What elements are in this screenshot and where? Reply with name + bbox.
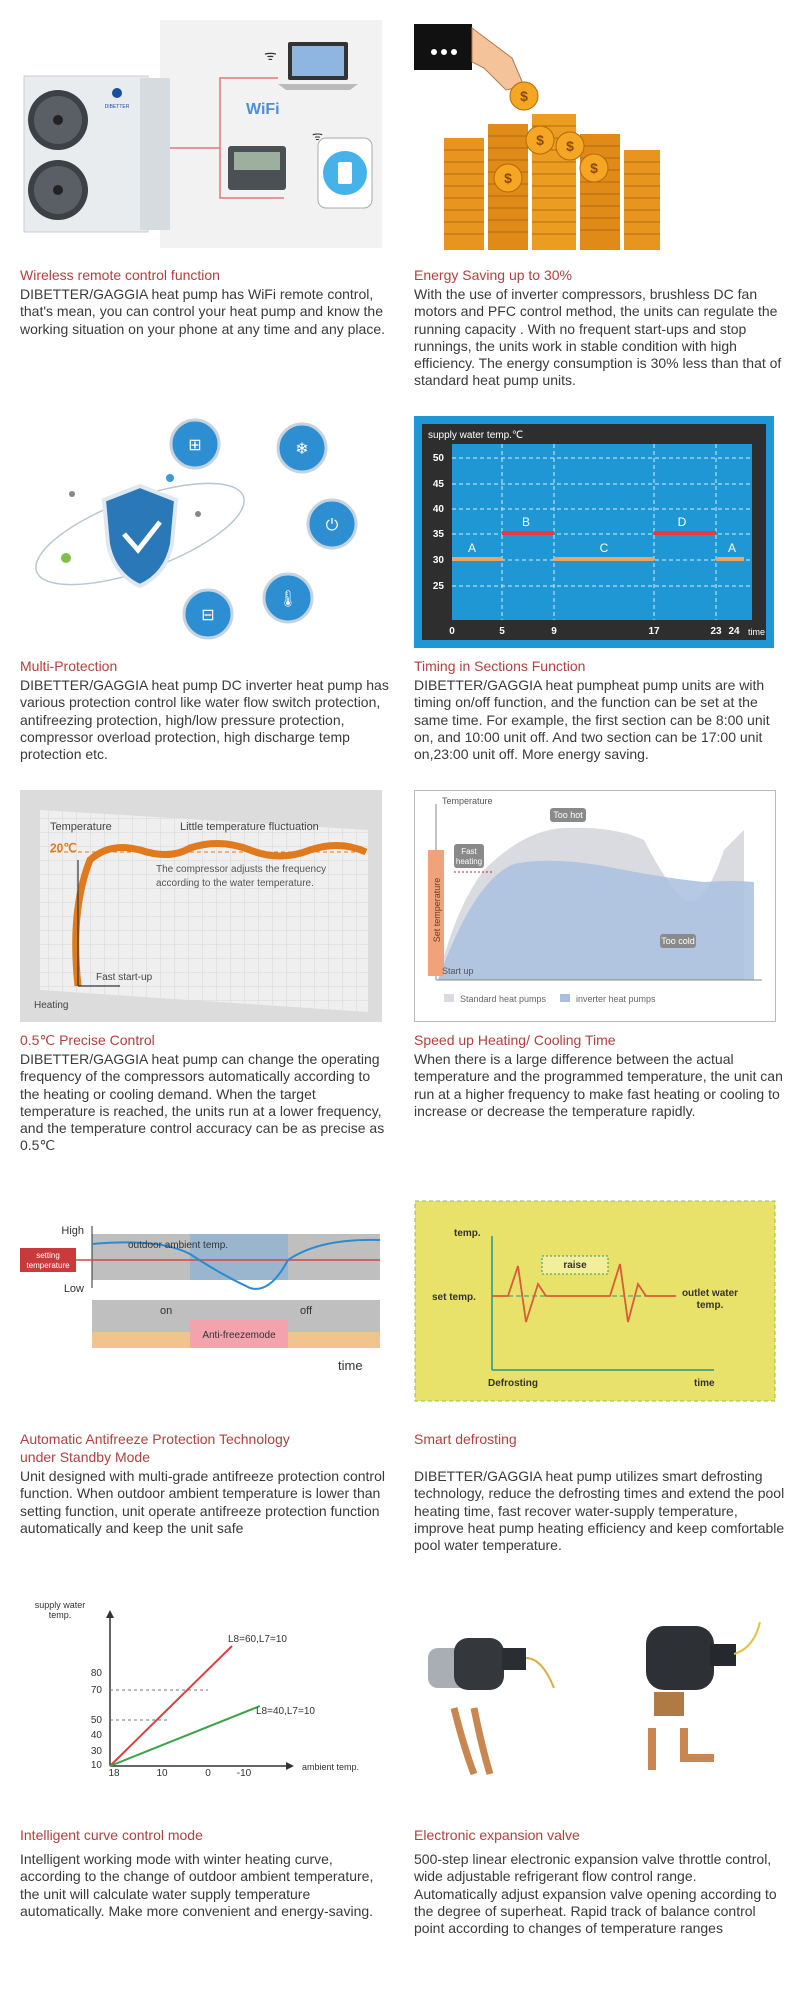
snowflake-icon: ❄ bbox=[295, 441, 309, 458]
y-tick: 80 bbox=[90, 1668, 102, 1679]
thermometer-icon: 🌡 bbox=[277, 591, 299, 608]
section-timing bbox=[414, 416, 784, 796]
precise-control-chart bbox=[20, 790, 382, 1022]
y-tick: 35 bbox=[432, 529, 444, 540]
temperature-label: Temperature bbox=[442, 796, 493, 806]
heat-pump-unit-image bbox=[24, 76, 170, 232]
wifi-illustration bbox=[20, 18, 382, 250]
section-body: DIBETTER/GAGGIA heat pumpheat pump units are with timing on/off function, and the function can be set at the same time. For example, the first section can be 8:00 unit on, and 10:00 unit off. And two section can be 17:00 unit on,23:00 unit off. More energy saving. bbox=[414, 677, 770, 763]
valve-2-icon bbox=[646, 1622, 760, 1770]
heating-label: Heating bbox=[34, 1000, 69, 1011]
temp-label: temp. bbox=[454, 1228, 481, 1239]
high-label: High bbox=[61, 1225, 84, 1237]
plug-icon: ⏻ bbox=[325, 517, 339, 534]
section-title-line-2: under Standby Mode bbox=[20, 1449, 150, 1465]
set-temperature-label: Set temperature bbox=[432, 877, 442, 943]
wifi-label: WiFi bbox=[246, 101, 280, 118]
section-body: Intelligent working mode with winter heating curve, according to the change of outdoor ambient temperature, the unit will calculate water supply temperature automatically. Make more convenient and energy-saving. bbox=[20, 1851, 374, 1919]
section-title: Energy Saving up to 30% bbox=[414, 267, 572, 283]
setting-label-2: temperature bbox=[26, 1261, 70, 1270]
x-tick: -10 bbox=[236, 1768, 252, 1776]
fast-label: Fast bbox=[461, 847, 477, 856]
shield-illustration bbox=[20, 416, 380, 656]
setting-label: setting bbox=[36, 1251, 60, 1260]
svg-text:$: $ bbox=[536, 132, 544, 148]
section-expansion-valve bbox=[414, 1598, 784, 1998]
legend-standard: Standard heat pumps bbox=[460, 994, 547, 1004]
y-tick: 40 bbox=[90, 1730, 102, 1741]
coins-illustration bbox=[414, 18, 714, 254]
set-temp-label: set temp. bbox=[432, 1292, 476, 1303]
segment-label: A bbox=[727, 541, 737, 555]
segment-label: D bbox=[677, 515, 687, 529]
section-title: Timing in Sections Function bbox=[414, 658, 586, 674]
x-tick: 17 bbox=[648, 626, 660, 637]
wire-controller-icon bbox=[228, 146, 286, 190]
y-tick: 10 bbox=[90, 1760, 102, 1771]
on-label: on bbox=[160, 1305, 173, 1317]
fluctuation-label: Little temperature fluctuation bbox=[180, 821, 319, 833]
too-hot-label: Too hot bbox=[553, 810, 583, 820]
section-body: With the use of inverter compressors, brushless DC fan motors and PFC control method, the units can regulate the running capacity . With no frequent start-ups and stop runnings, the units work in stable condition with high efficiency. The energy consumption is 30% less than that of standard heat pump units. bbox=[414, 286, 782, 389]
time-label: time bbox=[694, 1378, 715, 1389]
section-multi-protection bbox=[20, 416, 390, 776]
svg-text:$: $ bbox=[520, 88, 528, 104]
section-title: 0.5℃ Precise Control bbox=[20, 1032, 155, 1048]
y-tick: 40 bbox=[432, 504, 444, 515]
section-energy-saving bbox=[414, 18, 784, 408]
fast-startup-label: Fast start-up bbox=[96, 972, 153, 983]
section-title: Wireless remote control function bbox=[20, 267, 220, 283]
off-label: off bbox=[300, 1305, 313, 1317]
y-label-1: supply water bbox=[34, 1600, 86, 1610]
section-curve-control bbox=[20, 1598, 390, 1958]
segment-label: C bbox=[599, 541, 609, 555]
section-title: Smart defrosting bbox=[414, 1431, 517, 1447]
too-cold-label: Too cold bbox=[661, 936, 695, 946]
raise-label: raise bbox=[563, 1260, 587, 1271]
timing-chart bbox=[414, 416, 774, 648]
x-unit: time bbox=[748, 627, 766, 637]
section-body-paragraph-2: Automatically adjust expansion valve opening according to the degree of superheat. Rapid track of balance control point according to changes of temperature ranges bbox=[414, 1885, 777, 1937]
section-body bbox=[414, 1851, 786, 1937]
curve-chart bbox=[20, 1598, 382, 1776]
section-precise-control bbox=[20, 790, 390, 1180]
section-wireless bbox=[20, 18, 390, 358]
x-tick: 10 bbox=[156, 1768, 168, 1776]
compressor-icon: ⊟ bbox=[201, 607, 215, 624]
section-body-paragraph-1: 500-step linear electronic expansion valve throttle control, wide adjustable refrigerant flow control range. bbox=[414, 1851, 772, 1885]
low-label: Low bbox=[63, 1283, 84, 1295]
line-1-label: L8=60,L7=10 bbox=[228, 1634, 287, 1645]
antifreeze-mode-label: Anti-freezemode bbox=[202, 1330, 276, 1341]
section-title-line-1: Automatic Antifreeze Protection Technology bbox=[20, 1431, 290, 1447]
section-body: When there is a large difference between the actual temperature and the programmed temperature, the unit can run at a higher frequency to make fast heating or cooling to increase or decrease the temperature rapidly. bbox=[414, 1051, 783, 1119]
section-title: Intelligent curve control mode bbox=[20, 1827, 203, 1843]
chart-header: supply water temp.℃ bbox=[428, 430, 524, 441]
y-tick: 70 bbox=[90, 1685, 102, 1696]
x-tick: 23 bbox=[710, 626, 722, 637]
section-title: Multi-Protection bbox=[20, 658, 118, 674]
x-tick: 18 bbox=[108, 1768, 120, 1776]
heating-label: heating bbox=[455, 857, 483, 866]
section-body: DIBETTER/GAGGIA heat pump DC inverter heat pump has various protection control like water flow switch protection, antifreezing protection, high/low pressure protection, compressor overload protection, high discharge temp protection etc. bbox=[20, 677, 389, 763]
segment-label: A bbox=[467, 541, 477, 555]
y-label-2: temp. bbox=[48, 1610, 72, 1620]
section-body: DIBETTER/GAGGIA heat pump has WiFi remote control, that's mean, you can control your heat pump and know the working situation on your phone at any time and any place. bbox=[20, 286, 386, 337]
y-tick: 25 bbox=[432, 581, 444, 592]
smartphone-icon bbox=[318, 138, 372, 208]
x-tick: 0 bbox=[449, 626, 455, 637]
section-body: DIBETTER/GAGGIA heat pump utilizes smart defrosting technology, reduce the defrosting times and extend the pool heating time, fast recover water-supply temperature, improve heat pump heating efficiency and keep comfortable pool water temperature. bbox=[414, 1468, 785, 1554]
note-line-2: according to the water temperature. bbox=[156, 878, 314, 889]
line-2-label: L8=40,L7=10 bbox=[256, 1706, 315, 1717]
defrost-chart bbox=[414, 1200, 776, 1402]
section-title: Speed up Heating/ Cooling Time bbox=[414, 1032, 616, 1048]
shield-icon bbox=[104, 486, 176, 586]
y-tick: 50 bbox=[90, 1715, 102, 1726]
speed-up-chart bbox=[414, 790, 776, 1022]
x-tick: 9 bbox=[551, 626, 557, 637]
temperature-label: Temperature bbox=[50, 821, 112, 833]
svg-text:ᯤ: ᯤ bbox=[312, 129, 323, 143]
x-tick: 24 bbox=[728, 626, 740, 637]
hand-icon bbox=[414, 24, 524, 90]
valves-image bbox=[414, 1598, 776, 1798]
y-tick: 30 bbox=[432, 555, 444, 566]
wifi-signal-icon: ᯤ bbox=[264, 47, 277, 63]
svg-text:$: $ bbox=[566, 138, 574, 154]
unit-brand: DIBETTER bbox=[104, 104, 130, 110]
section-body: Unit designed with multi-grade antifreeze protection control function. When outdoor ambient temperature is lower than setting function, unit operate antifreeze protection function automatically and keep the unit safe bbox=[20, 1468, 385, 1536]
section-body: DIBETTER/GAGGIA heat pump can change the operating frequency of the compressors automatically according to the heating or cooling demand. When the target temperature is reached, the units run at a lower frequency, and the temperature control accuracy can be as precise as 0.5℃ bbox=[20, 1051, 385, 1154]
section-title: Electronic expansion valve bbox=[414, 1827, 580, 1843]
valve-1-icon bbox=[428, 1638, 554, 1774]
time-label: time bbox=[338, 1358, 363, 1373]
coin-stacks-icon bbox=[444, 82, 660, 250]
segment-label: B bbox=[521, 515, 531, 529]
y-tick: 30 bbox=[90, 1746, 102, 1757]
flow-switch-icon: ⊞ bbox=[188, 437, 202, 454]
x-tick: 0 bbox=[205, 1768, 211, 1776]
x-tick: 5 bbox=[499, 626, 505, 637]
y-tick: 50 bbox=[432, 453, 444, 464]
set-temp-label: 20℃ bbox=[50, 841, 77, 855]
svg-text:$: $ bbox=[504, 170, 512, 186]
outlet-label-1: outlet water bbox=[681, 1288, 739, 1299]
defrosting-label: Defrosting bbox=[488, 1378, 538, 1389]
section-antifreeze bbox=[20, 1208, 390, 1568]
legend-inverter: inverter heat pumps bbox=[576, 994, 656, 1004]
outlet-label-2: temp. bbox=[696, 1300, 724, 1311]
x-label: ambient temp. bbox=[302, 1762, 360, 1772]
antifreeze-chart bbox=[20, 1208, 382, 1378]
note-line-1: The compressor adjusts the frequency bbox=[156, 864, 327, 875]
ambient-label: outdoor ambient temp. bbox=[128, 1240, 229, 1251]
y-tick: 45 bbox=[432, 479, 444, 490]
section-defrosting bbox=[414, 1200, 784, 1580]
start-up-label: Start up bbox=[442, 966, 474, 976]
section-speed-up bbox=[414, 790, 784, 1120]
svg-text:$: $ bbox=[590, 160, 598, 176]
